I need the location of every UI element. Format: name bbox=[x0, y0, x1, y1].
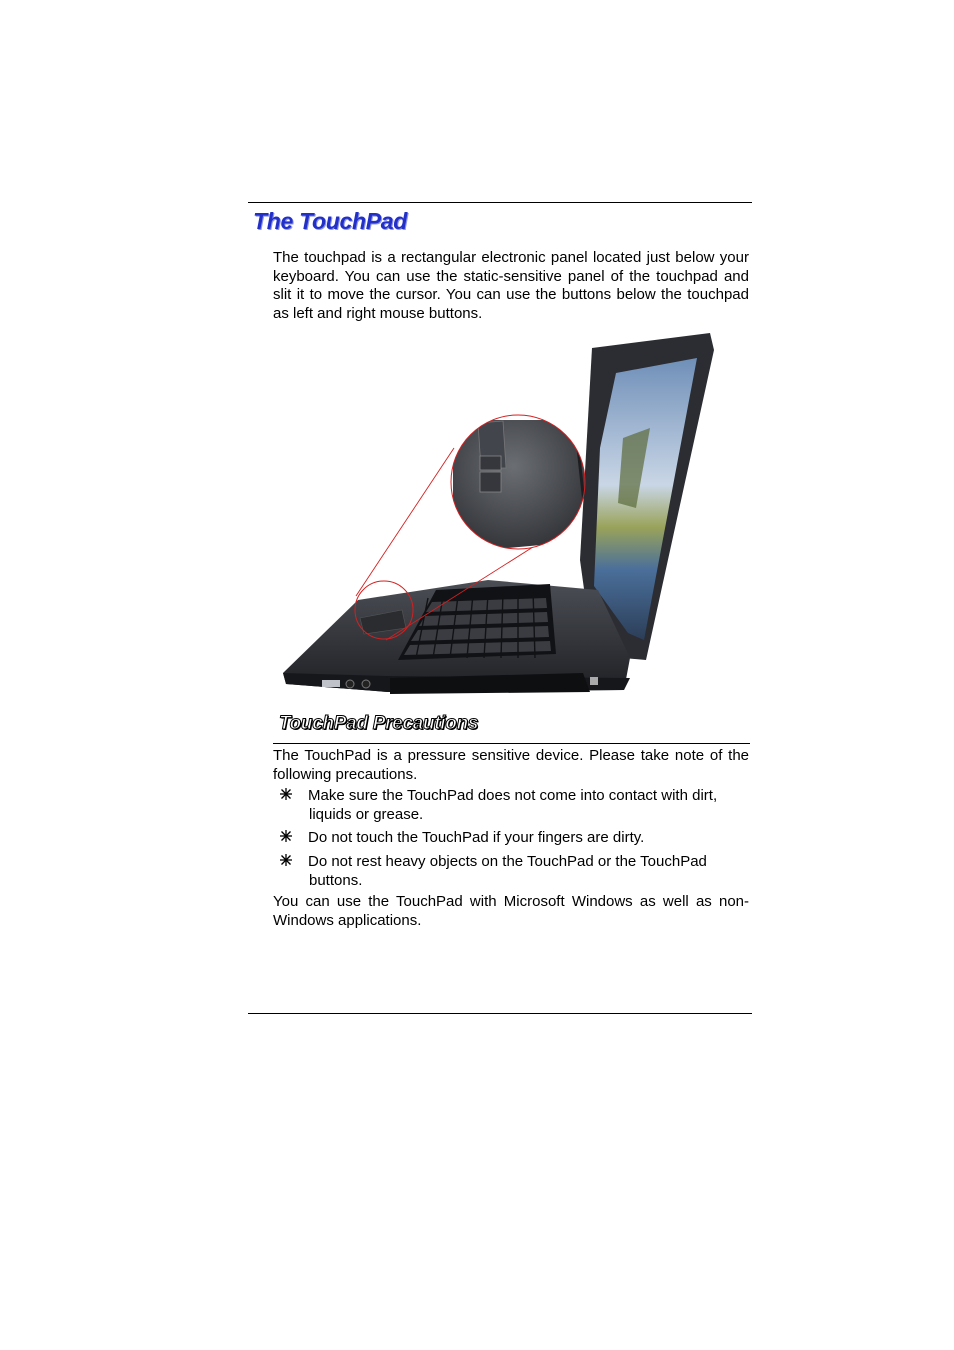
list-item-line2: buttons. bbox=[309, 871, 363, 889]
sparkle-bullet-icon bbox=[279, 829, 293, 843]
closing-paragraph: You can use the TouchPad with Microsoft Windows as well as non-Windows applications. bbox=[273, 893, 749, 929]
list-item-line1: Do not rest heavy objects on the TouchPad or the TouchPad bbox=[308, 853, 707, 870]
top-rule bbox=[248, 202, 752, 203]
list-item-line1: Do not touch the TouchPad if your fingers are dirty. bbox=[308, 829, 645, 846]
sparkle-bullet-icon bbox=[279, 787, 293, 801]
list-item-line2: liquids or grease. bbox=[309, 805, 424, 823]
list-item-line1: Make sure the TouchPad does not come into contact with dirt, bbox=[308, 787, 718, 804]
precautions-intro: The TouchPad is a pressure sensitive device. Please take note of the following precautions. bbox=[273, 747, 749, 783]
sparkle-bullet-icon bbox=[279, 853, 293, 867]
precautions-title: TouchPad Precautions bbox=[279, 713, 479, 734]
intro-paragraph: The touchpad is a rectangular electronic panel located just below your keyboard. You can use the static-sensitive panel of the touchpad and slit it to move the cursor. You can use the buttons below the touchpad as left and right mouse buttons. bbox=[273, 249, 749, 322]
laptop-touchpad-figure bbox=[278, 328, 733, 706]
bottom-rule bbox=[248, 1013, 752, 1014]
precautions-rule bbox=[273, 743, 750, 744]
section-title: The TouchPad bbox=[253, 208, 407, 234]
